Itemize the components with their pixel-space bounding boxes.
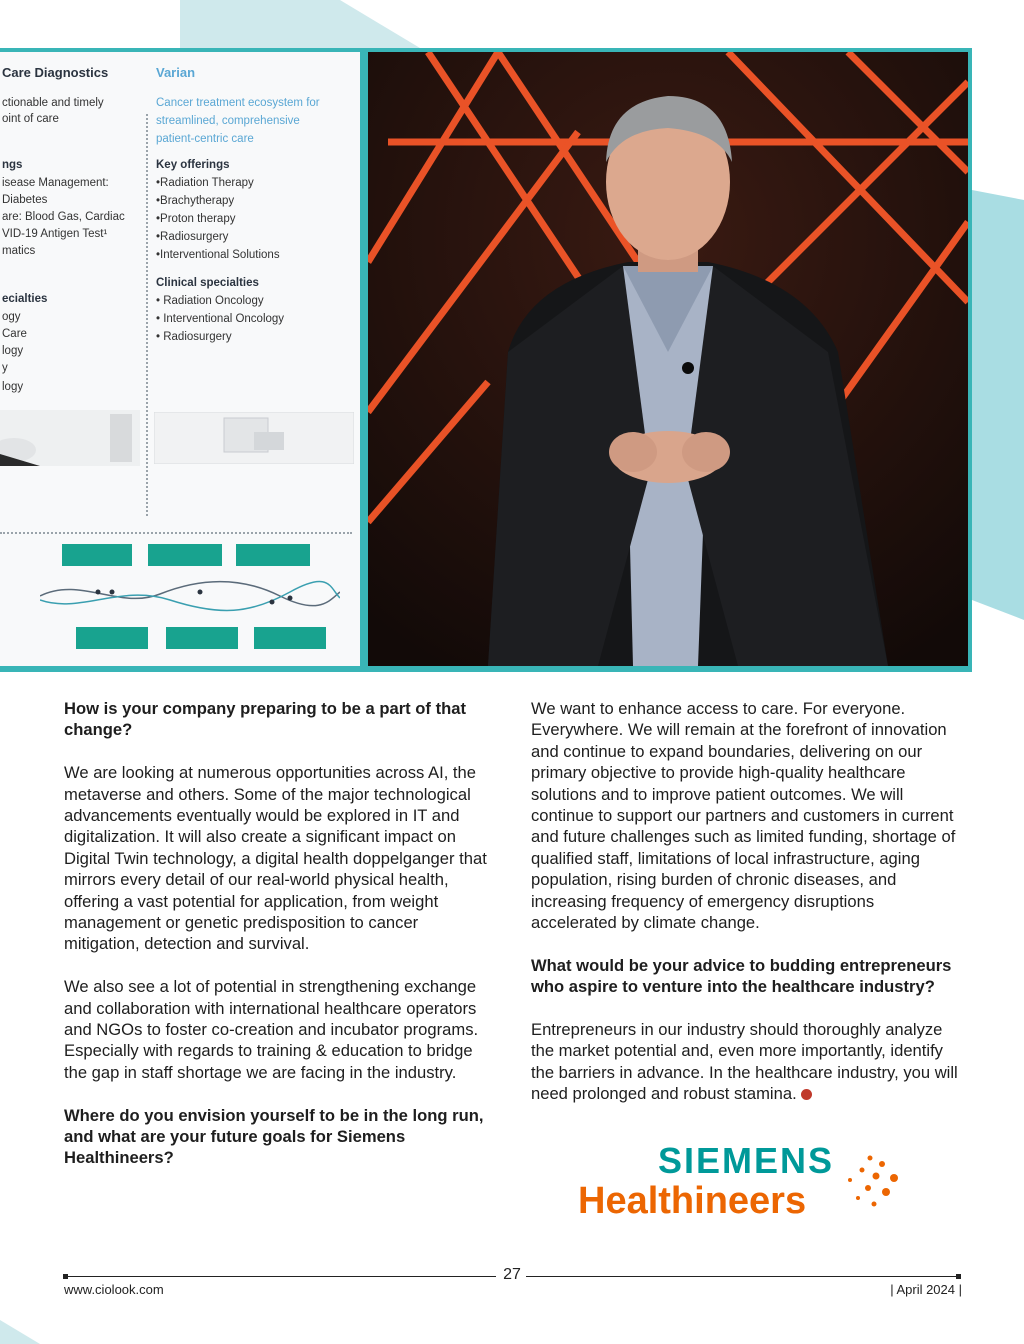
key-offering-item: •Radiation Therapy [156, 177, 254, 189]
article-column-left [64, 698, 496, 1190]
answer-paragraph: We want to enhance access to care. For everyone. Everywhere. We will remain at the forefront of innovation and continue to expand boundaries, delivering on our primary objective to provide high-quality healthcare solutions and to improve patient outcomes. We will continue to support our partners and customers in current and future challenges such as limited funding, shortage of qualified staff, limitations of local infrastructure, aging population, rising burden of chronic diseases, and increasing frequency of emergency disruptions accelerated by climate change. [531, 699, 956, 933]
clinical-specialty-item: • Interventional Oncology [156, 313, 285, 325]
slide-left-line: oint of care [2, 113, 59, 125]
footer-date: | April 2024 | [890, 1282, 962, 1297]
slide-left-item: Diabetes [2, 194, 48, 206]
slide-right-title: Varian [156, 65, 196, 80]
slide-left-item: are: Blood Gas, Cardiac [2, 211, 125, 223]
logo-dots-icon [840, 1154, 904, 1218]
article-column-right [531, 698, 963, 1126]
diagram-box [166, 627, 238, 649]
page-number: 27 [503, 1266, 521, 1283]
slide-left-spec: logy [2, 381, 24, 393]
slide-left-item: matics [2, 245, 36, 257]
slide-right-line: streamlined, comprehensive [156, 115, 300, 127]
slide-left-label: ecialties [2, 293, 48, 305]
answer-paragraph [531, 1019, 963, 1105]
key-offerings-label: Key offerings [156, 159, 230, 171]
slide-left-spec: y [2, 362, 8, 374]
slide-right-line: patient-centric care [156, 133, 254, 145]
device-image [0, 410, 140, 466]
slide-left-item: VID-19 Antigen Test¹ [2, 228, 108, 240]
answer-paragraph: We are looking at numerous opportunities across AI, the metaverse and others. Some of the major technological advancements eventually would be explored in IT and digitalization. It will also create a significant impact on Digital Twin technology, a digital health doppelganger that mirrors every detail of our real-world physical health, offering a vast potential for application, from weight management or genetic predisposition to cancer mitigation, detection and survival. [64, 763, 487, 954]
presentation-slide [0, 52, 360, 666]
slide-left-item: isease Management: [2, 177, 109, 189]
answer-text: Entrepreneurs in our industry should thoroughly analyze the market potential and, even more importantly, identify the barriers in advance. In the healthcare industry, you will need prolonged and robust stamina. [531, 1020, 958, 1104]
key-offering-item: •Brachytherapy [156, 195, 235, 207]
diagram-wave [40, 570, 340, 620]
slide-divider-horizontal [0, 532, 352, 534]
diagram-box [76, 627, 148, 649]
key-offering-item: •Interventional Solutions [156, 249, 280, 261]
diagram-box [236, 544, 310, 566]
footer-rule-right [526, 1276, 958, 1277]
varian-device-image [154, 412, 354, 464]
diagram-box [62, 544, 132, 566]
question-heading: Where do you envision yourself to be in the long run, and what are your future goals for Siemens Healthineers? [64, 1105, 484, 1168]
logo-line2: Healthineers [578, 1180, 807, 1222]
answer-paragraph: We also see a lot of potential in strengthening exchange and collaboration with international healthcare operators and NGOs to foster co-creation and incubator programs. Especially with regards to training & education to bridge the gap in staff shortage we are facing in the industry. [64, 977, 479, 1082]
question-heading: How is your company preparing to be a part of that change? [64, 699, 466, 740]
clinical-specialty-item: • Radiation Oncology [156, 295, 264, 307]
end-mark-icon [801, 1089, 812, 1100]
footer-website: www.ciolook.com [64, 1282, 164, 1297]
key-offering-item: •Proton therapy [156, 213, 236, 225]
slide-left-spec: logy [2, 345, 24, 357]
slide-left-line: ctionable and timely [2, 97, 104, 109]
clinical-specialties-label: Clinical specialties [156, 277, 259, 289]
logo-line1: SIEMENS [658, 1140, 835, 1181]
speaker-photo [368, 52, 968, 666]
question-heading: What would be your advice to budding entrepreneurs who aspire to venture into the healthcare industry? [531, 955, 952, 997]
slide-left-title: Care Diagnostics [2, 65, 109, 80]
diagram-box [254, 627, 326, 649]
slide-right-line: Cancer treatment ecosystem for [156, 97, 320, 109]
slide-left-spec: Care [2, 328, 27, 340]
slide-left-label: ngs [2, 159, 23, 171]
clinical-specialty-item: • Radiosurgery [156, 331, 232, 343]
footer-rule-left [66, 1276, 496, 1277]
siemens-healthineers-logo [578, 1140, 908, 1224]
slide-divider [146, 114, 148, 516]
diagram-box [148, 544, 222, 566]
key-offering-item: •Radiosurgery [156, 231, 229, 243]
footer-dot [956, 1274, 961, 1279]
slide-left-spec: ogy [2, 311, 21, 323]
